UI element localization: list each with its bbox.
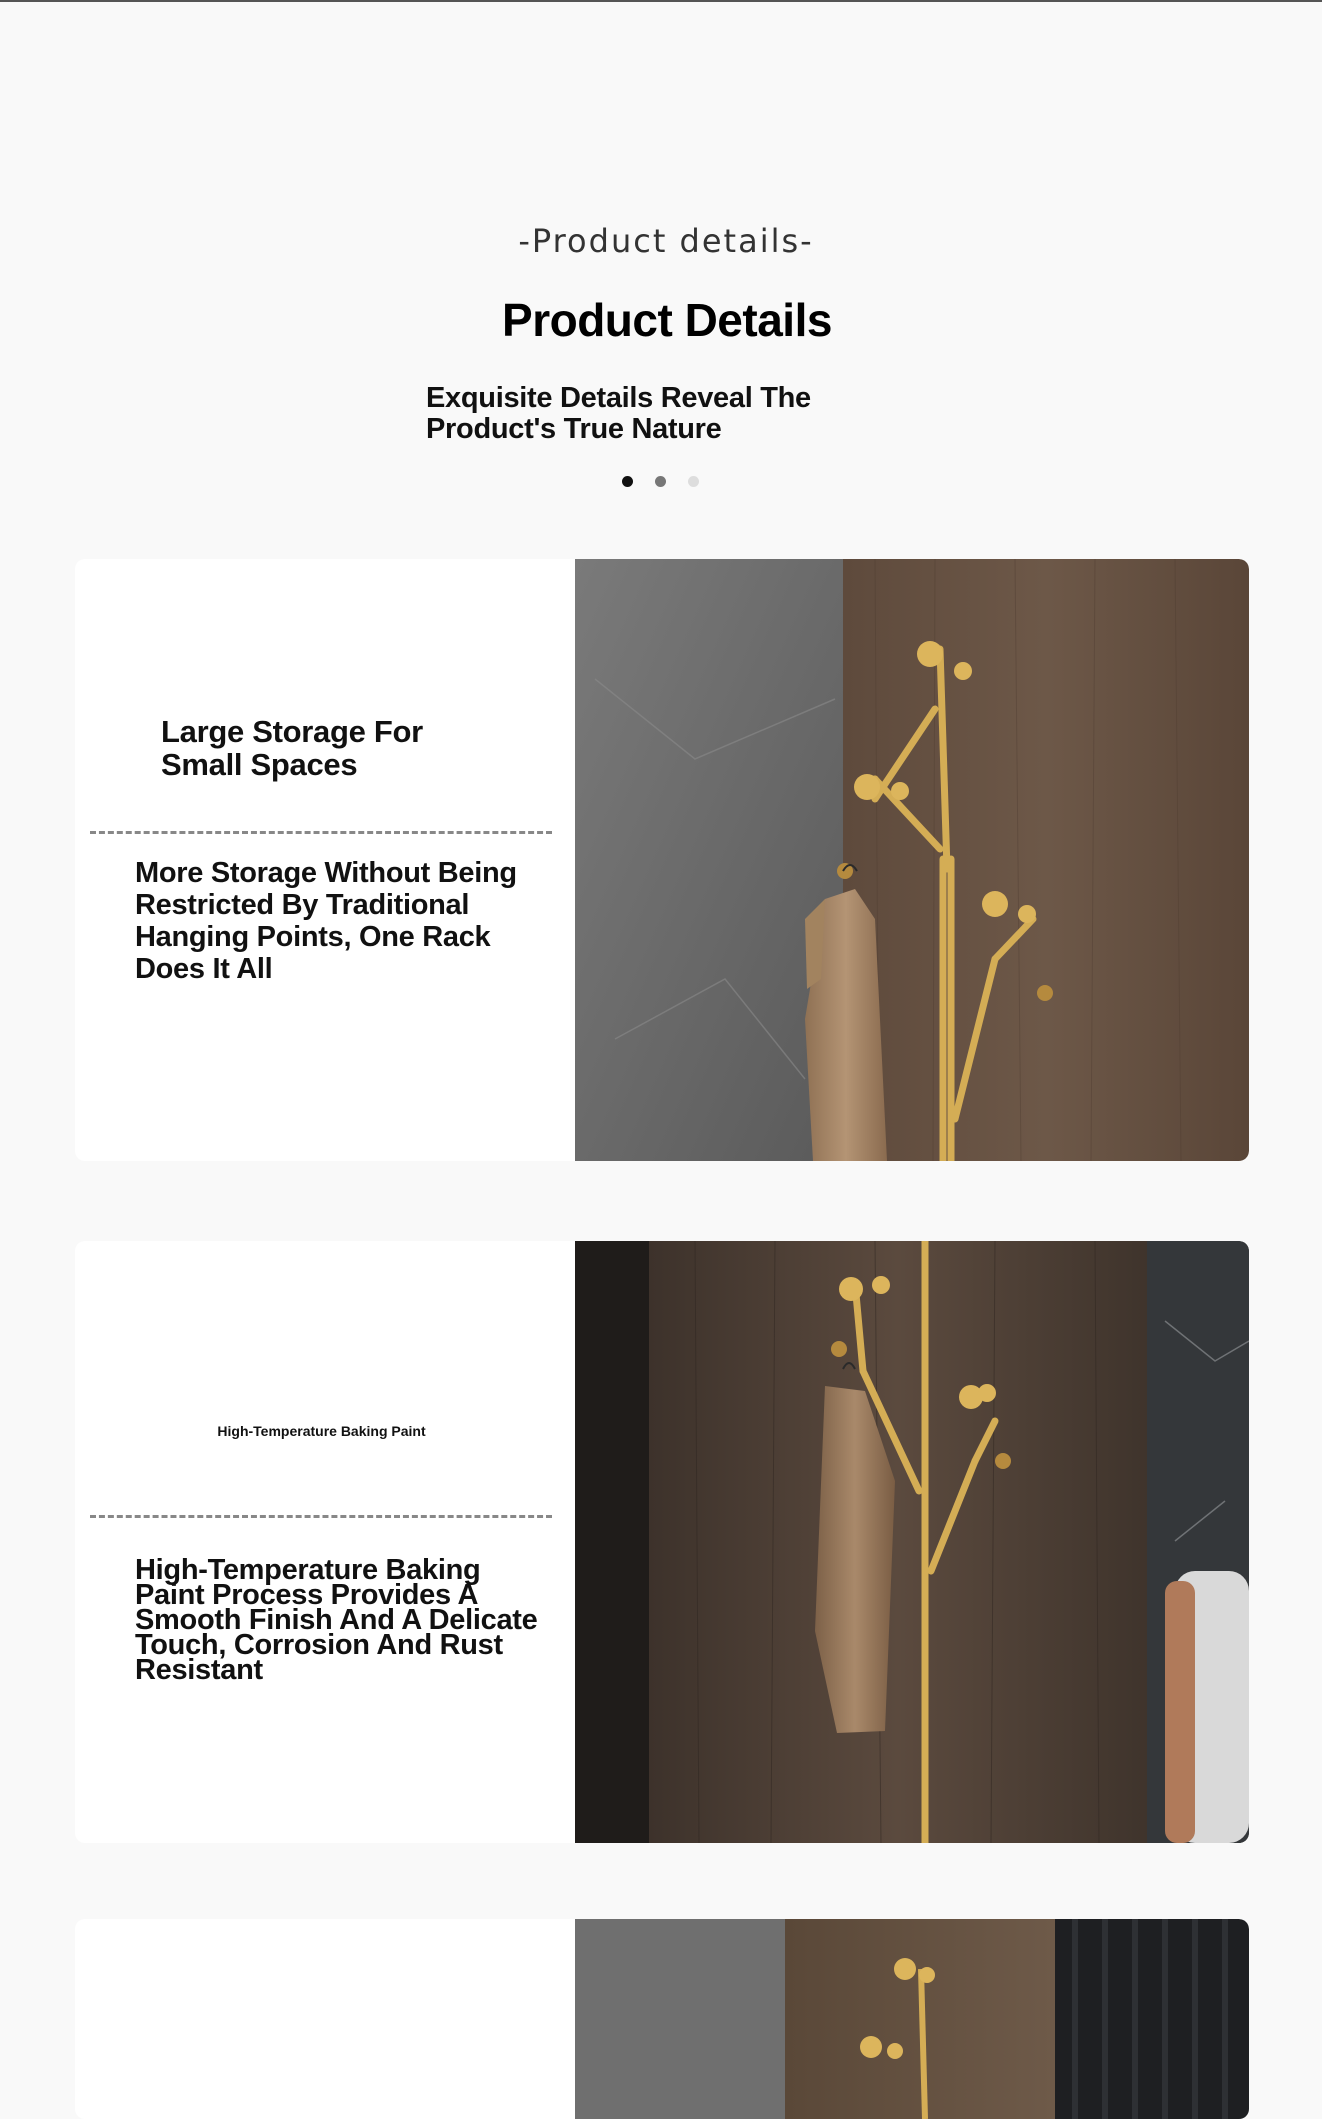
carousel-dot-3[interactable] [688,476,699,487]
feature-card-storage [75,559,1249,1161]
carousel-dot-2[interactable] [655,476,666,487]
feature-card-third [75,1919,1249,2119]
feature-card-paint [75,1241,1249,1843]
top-rule [0,0,1322,2]
feature-heading: Large Storage For Small Spaces [161,714,423,782]
feature-text-panel [75,1241,575,1843]
section-eyebrow: -Product details- [518,222,814,260]
dashed-divider [90,1515,552,1518]
coat-rack-photo [575,1241,1249,1843]
carousel-dot-1[interactable] [622,476,633,487]
section-subtitle: Exquisite Details Reveal The Product's True Nature [426,382,811,445]
dashed-divider [90,831,552,834]
feature-heading: High-Temperature Baking Paint [217,1423,426,1439]
coat-rack-photo [575,559,1249,1161]
feature-text-panel [75,1919,575,2119]
feature-text-panel [75,559,575,1161]
feature-description: More Storage Without Being Restricted By Traditional Hanging Points, One Rack Does It All [135,857,517,985]
coat-rack-photo [575,1919,1249,2119]
feature-description: High-Temperature Baking Paint Process Provides A Smooth Finish And A Delicate Touch, Corrosion And Rust Resistant [135,1554,538,1686]
section-title: Product Details [502,294,832,346]
